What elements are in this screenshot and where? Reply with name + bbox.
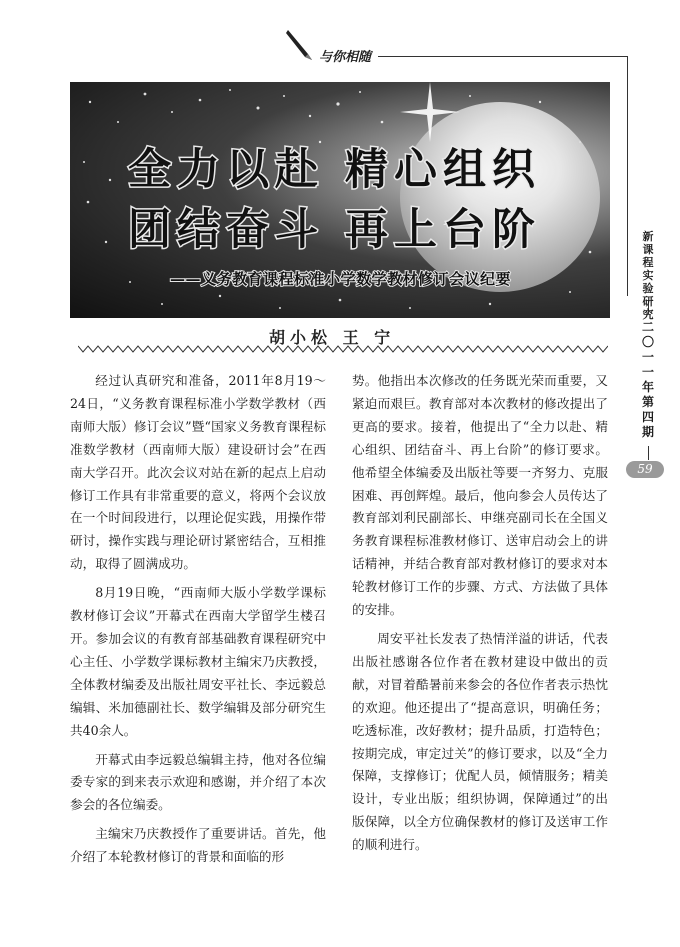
article-subtitle: ——义务教育课程标准小学数学教材修订会议纪要 xyxy=(170,270,512,288)
header-rule xyxy=(378,56,628,57)
paragraph: 周安平社长发表了热情洋溢的讲话，代表出版社感谢各位作者在教材建设中做出的贡献，对冒着酷暑前来参会的各位作者表示热忱的欢迎。他还提出了“提高意识，明确任务；吃透标准，改好教材；提升品质，打造特色；按期完成，审定过关”的修订要求，以及“全力保障，支撑修订；优配人员，倾情服务；精美设计，专业出版；组织协调，保障通过”的出版保障，以全方位确保教材的修订及送审工作的顺利进行。 xyxy=(352,630,608,853)
body-column-right xyxy=(352,370,608,863)
header-rule-vertical xyxy=(627,56,628,296)
author-byline: 胡小松 王 宁 xyxy=(269,328,396,347)
column-title: 与你相随 xyxy=(319,50,372,65)
paragraph: 经过认真研究和准备，2011年8月19～24日，“义务教育课程标准小学数学教材（西南师大版）修订会议”暨“国家义务教育课程标准数学教材（西南师大版）建设研讨会”在西南大学召开。此次会议对站在新的起点上启动修订工作具有非常重要的意义，将两个会议放在一个时间段进行，以理论促实践，用操作带研讨，操作实践与理论研讨紧密结合，互相推动，取得了圆满成功。 xyxy=(70,373,326,572)
paragraph: 8月19日晚，“西南师大版小学数学课标教材修订会议”开幕式在西南大学留学生楼召开。参加会议的有教育部基础教育课程研究中心主任、小学数学课标教材主编宋乃庆教授，全体教材编委及出版社周安平社长、李远毅总编辑、米加德副社长、数学编辑及部分研究生共40余人。 xyxy=(70,585,326,738)
headline-line-1: 全力以赴 精心组织 xyxy=(128,145,541,195)
paragraph: 开幕式由李远毅总编辑主持，他对各位编委专家的到来表示欢迎和感谢，并介绍了本次参会的各位编委。 xyxy=(70,751,326,813)
sparkle-icon xyxy=(400,82,460,142)
body-column-left xyxy=(70,370,326,875)
title-banner xyxy=(70,82,610,318)
paragraph-continuation: 势。他指出本次修改的任务既光荣而重要，又紧迫而艰巨。教育部对本次教材的修改提出了更高的要求。接着，他提出了“全力以赴、精心组织、团结奋斗、再上台阶”的修订要求。他希望全体编委及出版社等要一齐努力、克服困难、再创辉煌。最后，他向参会人员传达了教育部刘利民副部长、申继亮副司长在全国义务教育课程标准教材修订、送审启动会上的讲话精神，并结合教育部对教材修订的要求对本轮教材修订工作的步骤、方式、方法做了具体的安排。 xyxy=(352,373,608,618)
headline-line-2: 团结奋斗 再上台阶 xyxy=(128,205,541,255)
page-number-badge: 59 xyxy=(626,461,664,478)
sidebar-divider xyxy=(648,446,649,460)
paragraph: 主编宋乃庆教授作了重要讲话。首先，他介绍了本轮教材修订的背景和面临的形 xyxy=(70,826,326,865)
zigzag-divider xyxy=(78,345,608,353)
pen-icon xyxy=(286,28,314,62)
issue-label: 二〇一一年第四期 xyxy=(641,320,654,439)
journal-name: 新课程实验研究 xyxy=(642,230,654,321)
